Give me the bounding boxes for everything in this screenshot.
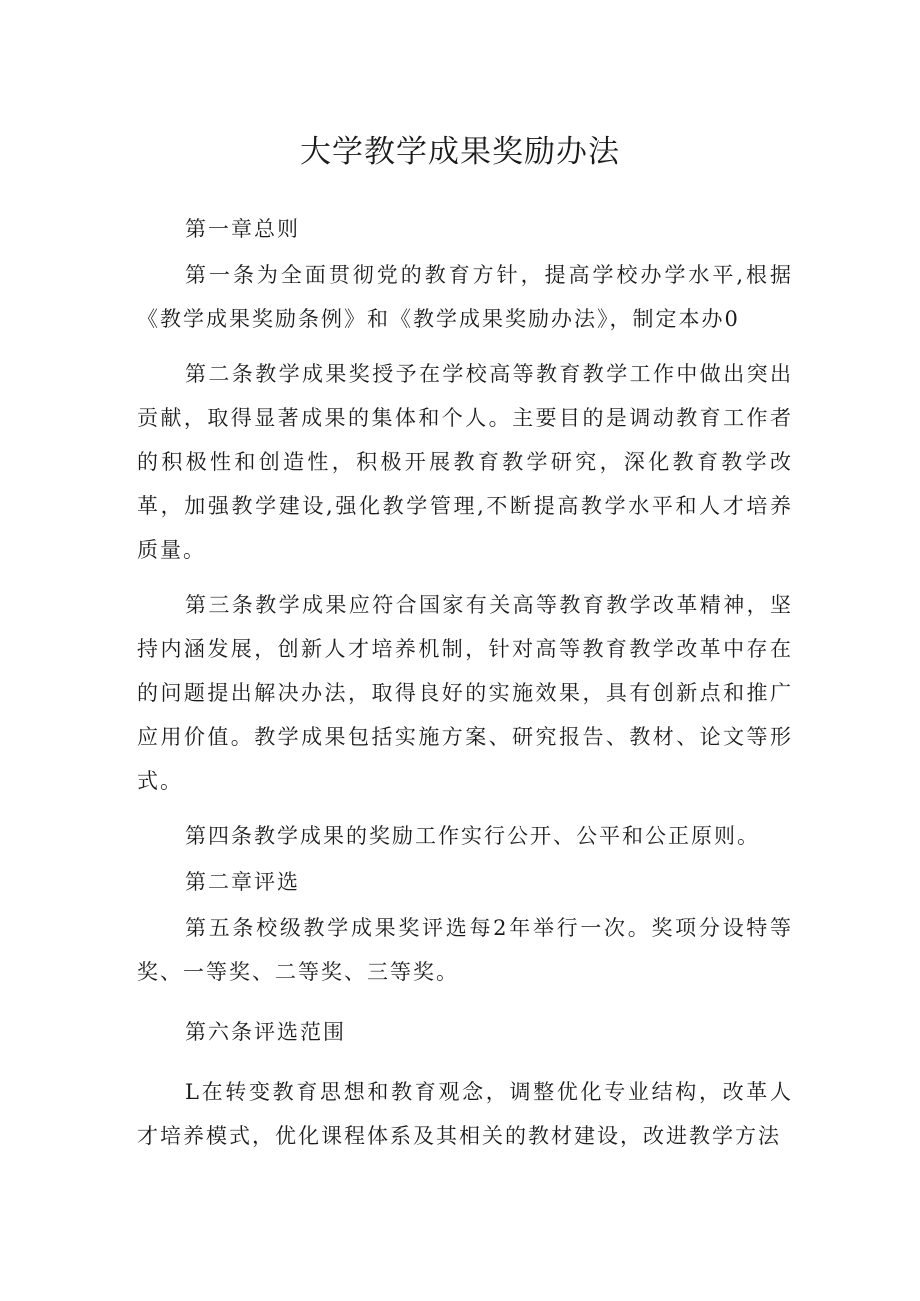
list-item-paragraph: L在转变教育思想和教育观念，调整优化专业结构，改革人才培养模式，优化课程体系及其相关的教材建设，改进教学方法 <box>137 1080 793 1148</box>
article-paragraph: 第四条教学成果的奖励工作实行公开、公平和公正原则。 <box>185 824 760 848</box>
article-paragraph: 第三条教学成果应符合国家有关高等教育教学改革精神，坚持内涵发展，创新人才培养机制，针对高等教育教学改革中存在的问题提出解决办法，取得良好的实施效果，具有创新点和推广应用价值。教学成果包括实施方案、研究报告、教材、论文等形式。 <box>137 593 793 793</box>
document-body <box>137 207 793 1169</box>
document-title: 大学教学成果奖励办法 <box>300 134 620 170</box>
article-paragraph: 第六条评选范围 <box>185 1020 346 1044</box>
chapter-heading: 第二章评选 <box>185 870 300 894</box>
article-paragraph: 第二条教学成果奖授予在学校高等教育教学工作中做出突出贡献，取得显著成果的集体和个人。主要目的是调动教育工作者的积极性和创造性，积极开展教育教学研究，深化教育教学改革，加强教学建设,强化教学管理,不断提高教学水平和人才培养质量。 <box>137 362 793 562</box>
article-paragraph: 第五条校级教学成果奖评选每2年举行一次。奖项分设特等奖、一等奖、二等奖、三等奖。 <box>137 916 793 984</box>
chapter-heading: 第一章总则 <box>185 217 300 241</box>
article-paragraph: 第一条为全面贯彻党的教育方针，提高学校办学水平,根据《教学成果奖励条例》和《教学成果奖励办法》，制定本办0 <box>137 263 793 331</box>
